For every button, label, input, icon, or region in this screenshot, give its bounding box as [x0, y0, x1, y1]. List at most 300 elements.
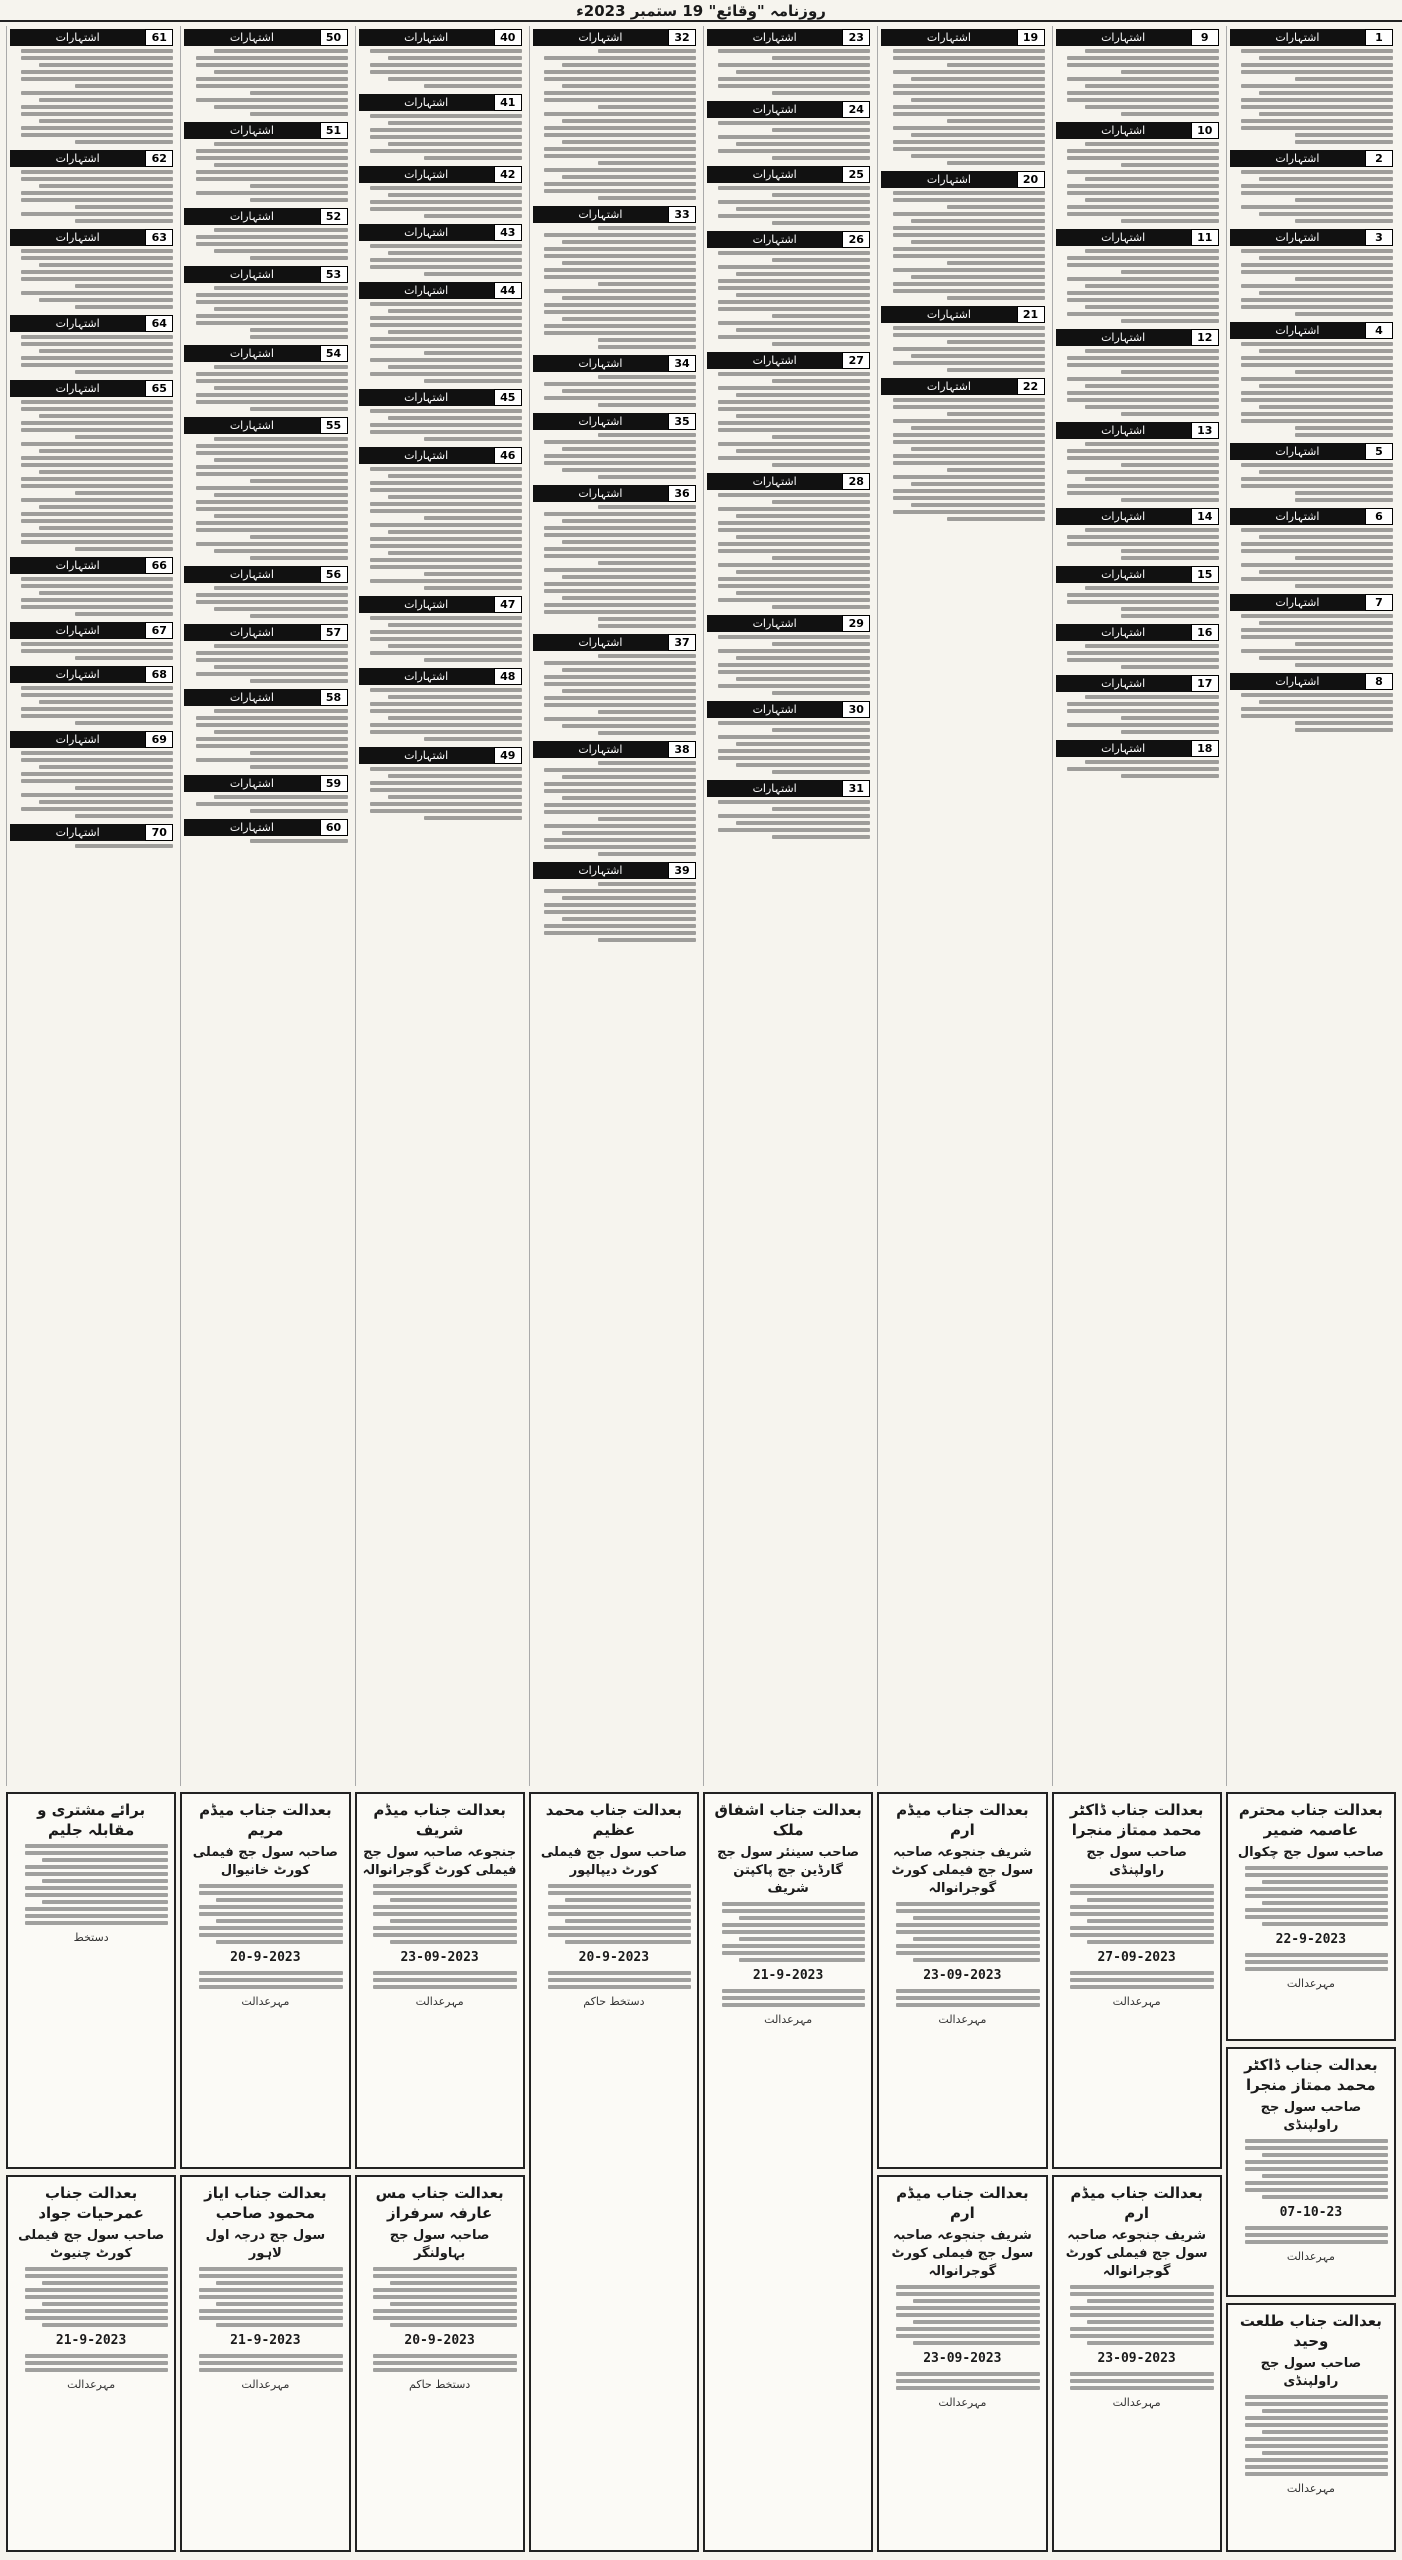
notice-number: 43 — [494, 224, 522, 241]
court-notice-box — [529, 1792, 699, 2552]
text-line — [544, 98, 696, 102]
text-line — [1085, 405, 1219, 409]
text-line — [562, 296, 696, 300]
text-line — [548, 1905, 691, 1909]
court-seal-signature: مہرعدالت — [1112, 1995, 1161, 2008]
notice-header — [10, 622, 173, 639]
text-line — [896, 1989, 1039, 1993]
text-line — [739, 1958, 865, 1962]
text-line — [370, 523, 522, 527]
text-line — [199, 2354, 342, 2358]
text-line — [1121, 370, 1219, 374]
text-line — [718, 493, 870, 497]
ad-column — [180, 1792, 350, 2552]
text-line — [722, 1909, 865, 1913]
text-line — [772, 314, 870, 318]
text-line — [544, 382, 696, 386]
text-line — [722, 1996, 865, 2000]
text-line — [1241, 249, 1393, 253]
notice — [184, 417, 347, 560]
text-line — [373, 2267, 516, 2271]
notice-header — [881, 171, 1044, 188]
text-line — [196, 651, 348, 655]
text-line — [893, 282, 1045, 286]
text-line — [544, 168, 696, 172]
text-line — [1295, 433, 1393, 437]
text-line — [370, 781, 522, 785]
text-line — [1245, 2181, 1388, 2185]
text-line — [1241, 477, 1393, 481]
notice-header — [184, 122, 347, 139]
text-line — [896, 2306, 1039, 2310]
text-line — [1067, 535, 1219, 539]
notice-number: 12 — [1191, 329, 1219, 346]
text-line — [1067, 398, 1219, 402]
text-line — [598, 761, 696, 765]
text-line — [544, 903, 696, 907]
text-line — [1067, 98, 1219, 102]
text-line — [196, 744, 348, 748]
text-line — [196, 321, 348, 325]
text-line — [370, 630, 522, 634]
court-seal-signature: دستخط حاکم — [409, 2378, 471, 2391]
notice-heading: اشتہارات — [1056, 740, 1191, 757]
text-line — [544, 582, 696, 586]
text-line — [196, 465, 348, 469]
notice-number: 62 — [145, 150, 173, 167]
notice-header — [10, 229, 173, 246]
text-line — [370, 63, 522, 67]
notice-header — [1056, 740, 1219, 757]
text-line — [544, 289, 696, 293]
text-line — [196, 486, 348, 490]
notice-heading: اشتہارات — [1230, 150, 1365, 167]
text-line — [424, 379, 522, 383]
text-line — [1087, 1919, 1213, 1923]
text-line — [1245, 2423, 1388, 2427]
text-line — [196, 300, 348, 304]
text-line — [718, 121, 870, 125]
text-line — [772, 156, 870, 160]
text-line — [893, 496, 1045, 500]
text-line — [1067, 56, 1219, 60]
text-line — [1295, 198, 1393, 202]
text-line — [718, 549, 870, 553]
text-line — [893, 140, 1045, 144]
text-line — [1259, 112, 1393, 116]
notice-header — [10, 380, 173, 397]
text-line — [1245, 2444, 1388, 2448]
notice-header — [184, 266, 347, 283]
text-line — [893, 147, 1045, 151]
text-line — [214, 586, 348, 590]
text-line — [21, 714, 173, 718]
court-notice-box — [6, 1792, 176, 2169]
notice — [359, 94, 522, 160]
notice-header — [881, 29, 1044, 46]
notice-number: 41 — [494, 94, 522, 111]
text-line — [947, 119, 1045, 123]
text-line — [25, 2288, 168, 2292]
text-line — [1241, 391, 1393, 395]
notice — [1056, 229, 1219, 323]
notice — [1056, 29, 1219, 116]
text-line — [562, 689, 696, 693]
text-line — [1241, 298, 1393, 302]
text-line — [947, 261, 1045, 265]
text-line — [544, 70, 696, 74]
notice-header — [707, 231, 870, 248]
text-line — [544, 154, 696, 158]
text-line — [424, 84, 522, 88]
notice — [359, 747, 522, 820]
text-line — [370, 258, 522, 262]
notice-heading: اشتہارات — [359, 224, 494, 241]
court-title: بعدالت جناب اشفاق ملک — [714, 1801, 862, 1839]
text-line — [598, 731, 696, 735]
text-line — [1121, 549, 1219, 553]
text-line — [21, 751, 173, 755]
text-line — [544, 682, 696, 686]
notice — [359, 166, 522, 218]
text-line — [373, 1912, 516, 1916]
text-line — [562, 896, 696, 900]
text-line — [1087, 2341, 1213, 2345]
text-line — [772, 556, 870, 560]
text-line — [718, 251, 870, 255]
text-line — [1259, 177, 1393, 181]
text-line — [214, 49, 348, 53]
notice-heading: اشتہارات — [184, 122, 319, 139]
text-line — [39, 414, 173, 418]
notice-heading: اشتہارات — [1230, 594, 1365, 611]
notice-heading: اشتہارات — [707, 29, 842, 46]
text-line — [390, 2302, 516, 2306]
notice-heading: اشتہارات — [10, 666, 145, 683]
text-line — [21, 356, 173, 360]
text-line — [21, 342, 173, 346]
notice-heading: اشتہارات — [707, 352, 842, 369]
text-line — [544, 324, 696, 328]
text-line — [1241, 184, 1393, 188]
text-line — [1245, 2395, 1388, 2399]
text-line — [21, 779, 173, 783]
text-line — [1245, 1953, 1388, 1957]
notice-number: 26 — [842, 231, 870, 248]
text-line — [1070, 1884, 1213, 1888]
court-subtitle: صاحبہ سول جج بہاولنگر — [389, 2228, 490, 2261]
text-line — [1070, 1933, 1213, 1937]
text-line — [39, 505, 173, 509]
notice-number: 63 — [145, 229, 173, 246]
text-line — [373, 1884, 516, 1888]
text-line — [21, 400, 173, 404]
court-subtitle: صاحب سینئر سول جج گارڈین جج پاکپتن شریف — [717, 1845, 860, 1896]
text-line — [214, 730, 348, 734]
notice — [10, 557, 173, 616]
text-line — [896, 2334, 1039, 2338]
text-line — [1241, 191, 1393, 195]
text-line — [1070, 2285, 1213, 2289]
notice-heading: اشتہارات — [707, 101, 842, 118]
notice — [707, 231, 870, 346]
text-line — [388, 795, 522, 799]
text-line — [544, 396, 696, 400]
text-line — [39, 98, 173, 102]
text-line — [562, 540, 696, 544]
notice-number: 37 — [668, 634, 696, 651]
text-line — [388, 251, 522, 255]
notice-header — [359, 282, 522, 299]
text-line — [718, 407, 870, 411]
notice — [533, 355, 696, 407]
court-seal-signature: مہرعدالت — [67, 2378, 116, 2391]
text-line — [598, 882, 696, 886]
notice-number: 29 — [842, 615, 870, 632]
text-line — [718, 200, 870, 204]
notice-header — [707, 29, 870, 46]
text-line — [370, 186, 522, 190]
text-line — [1245, 2458, 1388, 2462]
text-line — [196, 149, 348, 153]
text-line — [21, 477, 173, 481]
notice — [1230, 322, 1393, 437]
notice-number: 49 — [494, 747, 522, 764]
text-line — [39, 800, 173, 804]
text-line — [370, 637, 522, 641]
court-notice-box — [6, 2175, 176, 2552]
text-line — [370, 70, 522, 74]
notice-header — [1056, 29, 1219, 46]
text-line — [199, 2274, 342, 2278]
text-line — [373, 2368, 516, 2372]
text-line — [718, 577, 870, 581]
text-line — [1245, 2226, 1388, 2230]
notice-column — [6, 26, 176, 1786]
text-line — [1070, 2386, 1213, 2390]
text-line — [1067, 298, 1219, 302]
text-line — [718, 421, 870, 425]
notice — [359, 668, 522, 741]
text-line — [388, 716, 522, 720]
notice-header — [533, 29, 696, 46]
text-line — [598, 505, 696, 509]
text-line — [598, 226, 696, 230]
text-line — [373, 2309, 516, 2313]
notice — [184, 345, 347, 411]
notice-header — [10, 731, 173, 748]
text-line — [893, 454, 1045, 458]
notice-heading: اشتہارات — [359, 166, 494, 183]
court-title: بعدالت جناب عمرحیات جواد — [38, 2184, 144, 2222]
text-line — [1245, 2465, 1388, 2469]
text-line — [896, 1909, 1039, 1913]
text-line — [718, 563, 870, 567]
text-line — [1121, 163, 1219, 167]
court-notice-box — [877, 2175, 1047, 2552]
notice — [707, 101, 870, 160]
hearing-date: 07-10-23 — [1279, 2205, 1343, 2221]
text-line — [598, 403, 696, 407]
text-line — [39, 63, 173, 67]
notice-heading: اشتہارات — [359, 282, 494, 299]
text-line — [1121, 319, 1219, 323]
text-line — [370, 651, 522, 655]
text-line — [548, 1985, 691, 1989]
text-line — [1067, 263, 1219, 267]
text-line — [598, 617, 696, 621]
notice-header — [184, 624, 347, 641]
text-line — [75, 491, 173, 495]
notice-number: 60 — [320, 819, 348, 836]
text-line — [544, 91, 696, 95]
text-line — [562, 519, 696, 523]
notice — [1056, 624, 1219, 669]
notice-heading: اشتہارات — [707, 473, 842, 490]
text-line — [1245, 2146, 1388, 2150]
text-line — [1241, 563, 1393, 567]
text-line — [911, 426, 1045, 430]
notice — [707, 701, 870, 774]
text-line — [893, 56, 1045, 60]
notice-header — [533, 413, 696, 430]
text-line — [1087, 1898, 1213, 1902]
text-line — [736, 70, 870, 74]
notice — [184, 819, 347, 843]
notice-number: 67 — [145, 622, 173, 639]
text-line — [896, 1944, 1039, 1948]
text-line — [893, 191, 1045, 195]
text-line — [214, 307, 348, 311]
text-line — [718, 49, 870, 53]
text-line — [75, 140, 173, 144]
text-line — [1241, 205, 1393, 209]
text-line — [196, 63, 348, 67]
text-line — [42, 2281, 168, 2285]
text-line — [1067, 651, 1219, 655]
text-line — [544, 589, 696, 593]
text-line — [896, 1902, 1039, 1906]
text-line — [373, 1985, 516, 1989]
notice — [1056, 740, 1219, 778]
text-line — [370, 467, 522, 471]
text-line — [722, 1902, 865, 1906]
text-line — [718, 186, 870, 190]
text-line — [214, 437, 348, 441]
text-line — [21, 133, 173, 137]
text-line — [370, 481, 522, 485]
text-line — [1262, 2430, 1388, 2434]
text-line — [1067, 593, 1219, 597]
text-line — [216, 1940, 342, 1944]
text-line — [544, 303, 696, 307]
text-line — [214, 228, 348, 232]
text-line — [896, 1951, 1039, 1955]
notice-number: 28 — [842, 473, 870, 490]
text-line — [548, 1971, 691, 1975]
text-line — [390, 2281, 516, 2285]
notice — [533, 206, 696, 349]
text-line — [1067, 291, 1219, 295]
text-line — [772, 258, 870, 262]
notice-header — [1056, 122, 1219, 139]
text-line — [1085, 528, 1219, 532]
text-line — [390, 1940, 516, 1944]
notice-header — [184, 208, 347, 225]
notice-header — [707, 101, 870, 118]
text-line — [1245, 2188, 1388, 2192]
text-line — [562, 775, 696, 779]
text-line — [736, 514, 870, 518]
text-line — [1241, 707, 1393, 711]
ad-column — [6, 1792, 176, 2552]
court-seal-signature: مہرعدالت — [1286, 2481, 1335, 2495]
text-line — [544, 56, 696, 60]
text-line — [250, 679, 348, 683]
notice — [707, 352, 870, 467]
text-line — [1295, 312, 1393, 316]
notice — [1056, 122, 1219, 223]
text-line — [562, 575, 696, 579]
text-line — [1067, 205, 1219, 209]
text-line — [718, 149, 870, 153]
notice-number: 13 — [1191, 422, 1219, 439]
text-line — [1085, 586, 1219, 590]
notice-number: 18 — [1191, 740, 1219, 757]
text-line — [196, 170, 348, 174]
text-line — [544, 603, 696, 607]
text-line — [214, 665, 348, 669]
text-line — [947, 468, 1045, 472]
text-line — [21, 649, 173, 653]
text-line — [424, 516, 522, 520]
text-line — [199, 2316, 342, 2320]
text-line — [214, 644, 348, 648]
court-title: بعدالت جناب میڈم ارم — [1070, 2184, 1203, 2222]
text-line — [1085, 142, 1219, 146]
text-line — [718, 721, 870, 725]
text-line — [1262, 1901, 1388, 1905]
text-line — [21, 256, 173, 260]
text-line — [893, 254, 1045, 258]
text-line — [718, 279, 870, 283]
text-line — [911, 219, 1045, 223]
text-line — [250, 91, 348, 95]
text-line — [722, 1923, 865, 1927]
text-line — [1070, 2379, 1213, 2383]
text-line — [196, 451, 348, 455]
text-line — [388, 309, 522, 313]
text-line — [21, 533, 173, 537]
text-line — [214, 795, 348, 799]
text-line — [1241, 126, 1393, 130]
hearing-date: 23-09-2023 — [1097, 2351, 1176, 2366]
notice-header — [1056, 329, 1219, 346]
text-line — [370, 688, 522, 692]
notice-column — [180, 26, 350, 1786]
text-line — [370, 358, 522, 362]
text-line — [911, 275, 1045, 279]
text-line — [199, 1912, 342, 1916]
text-line — [424, 586, 522, 590]
text-line — [1295, 219, 1393, 223]
text-line — [718, 800, 870, 804]
text-line — [370, 135, 522, 139]
text-line — [196, 758, 348, 762]
text-line — [1241, 635, 1393, 639]
text-line — [250, 256, 348, 260]
notice-column — [703, 26, 873, 1786]
